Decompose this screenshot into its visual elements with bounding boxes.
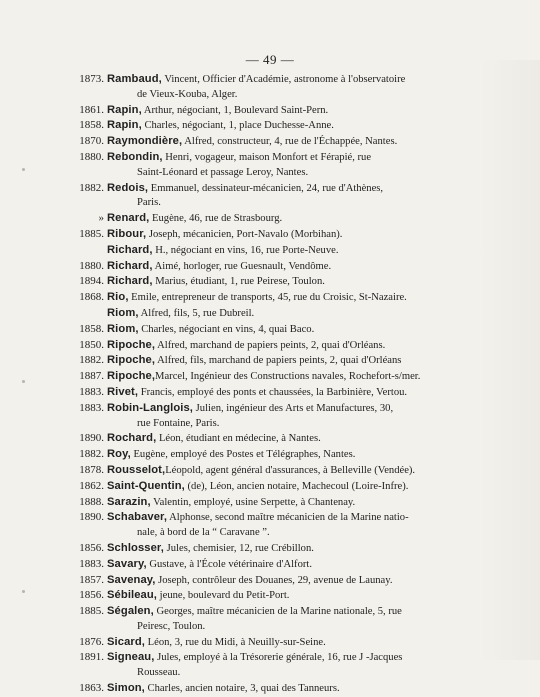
directory-entry [0, 369, 540, 385]
directory-entry [0, 290, 540, 306]
entry-year: 1862. [79, 479, 104, 492]
directory-entry [0, 227, 540, 243]
entry-surname: Rebondin, [107, 150, 163, 163]
entry-year: 1850. [79, 338, 104, 351]
entry-surname: Schabaver, [107, 511, 168, 524]
entry-details: Eugène, 46, rue de Strasbourg. [149, 213, 283, 225]
entry-surname: Ripoche, [107, 354, 156, 367]
directory-entry [0, 211, 540, 227]
directory-entry [0, 495, 540, 511]
entry-details: Charles, négociant en vins, 4, quai Baco. [138, 323, 315, 335]
entry-continuation: Peiresc, Toulon. [137, 620, 206, 632]
entry-surname: Sébileau, [107, 589, 158, 602]
entry-surname: Richard, [107, 243, 153, 256]
entry-details: Georges, maître mécanicien de la Marine nationale, 5, rue [153, 606, 402, 618]
entry-details: Jules, chemisier, 12, rue Crébillon. [163, 542, 314, 554]
entry-text [107, 510, 465, 541]
entry-year: 1880. [79, 150, 104, 163]
entry-year: 1856. [79, 589, 104, 602]
entry-year: 1868. [79, 291, 104, 304]
entry-surname: Sarazin, [107, 495, 151, 508]
entry-year: 1882. [79, 181, 104, 194]
entry-year: 1885. [79, 227, 104, 240]
entry-surname: Simon, [107, 682, 145, 695]
directory-entry [0, 181, 540, 212]
directory-entry [0, 588, 540, 604]
directory-entry [0, 401, 540, 432]
entry-continuation: Saint-Léonard et passage Leroy, Nantes. [137, 166, 309, 178]
entry-surname: Raymondière, [107, 135, 183, 148]
entry-text [107, 181, 465, 212]
entry-details: Joseph, contrôleur des Douanes, 29, avenue de Launay. [155, 574, 393, 586]
entry-details: Alfred, fils, 5, rue Dubreil. [138, 307, 255, 319]
entry-year: 1870. [79, 135, 104, 148]
directory-entry [0, 103, 540, 119]
entry-year: 1856. [79, 541, 104, 554]
entry-text [107, 447, 465, 463]
entry-continuation: de Vieux-Kouba, Alger. [137, 88, 238, 100]
entry-details: Henri, vogageur, maison Monfort et Férapié, rue [162, 151, 372, 163]
directory-entry [0, 447, 540, 463]
entry-text [107, 118, 465, 134]
entry-text [107, 401, 465, 432]
directory-entry [0, 650, 540, 681]
entry-details: (de), Léon, ancien notaire, Machecoul (Loire-Infre). [184, 480, 409, 492]
entry-text [107, 650, 465, 681]
entry-surname: Rambaud, [107, 73, 162, 85]
directory-entry [0, 510, 540, 541]
entry-details: Emile, entrepreneur de transports, 45, rue du Croisic, St-Nazaire. [128, 292, 407, 304]
entry-text [107, 635, 465, 651]
entry-details: Alfred, marchand de papiers peints, 2, quai d'Orléans. [155, 339, 386, 351]
entry-year: 1861. [79, 103, 104, 116]
entry-continuation: rue Fontaine, Paris. [137, 417, 220, 429]
entry-year: 1883. [79, 401, 104, 414]
entry-surname: Redois, [107, 181, 149, 194]
entry-surname: Ségalen, [107, 605, 154, 618]
entry-year: 1891. [79, 651, 104, 664]
entry-year: 1888. [79, 495, 104, 508]
directory-entry [0, 306, 540, 322]
directory-entry [0, 134, 540, 150]
directory-entry [0, 635, 540, 651]
entry-surname: Rivet, [107, 385, 139, 398]
entry-continuation: Rousseau. [137, 667, 181, 679]
entry-details: Gustave, à l'École vétérinaire d'Alfort. [146, 558, 312, 570]
directory-entry [0, 385, 540, 401]
entry-year: 1858. [79, 119, 104, 132]
entry-surname: Robin-Langlois, [107, 401, 194, 414]
directory-entry [0, 541, 540, 557]
entry-surname: Saint-Quentin, [107, 479, 185, 492]
entry-details: Alphonse, second maître mécanicien de la Marine natio- [167, 512, 409, 524]
directory-entry [0, 604, 540, 635]
entry-year: 1876. [79, 635, 104, 648]
entry-surname: Schlosser, [107, 541, 164, 554]
entry-details: Marcel, Ingénieur des Constructions navales, Rochefort-s/mer. [155, 371, 421, 383]
entry-surname: Rochard, [107, 432, 157, 445]
entry-details: Alfred, constructeur, 4, rue de l'Échappée, Nantes. [182, 136, 398, 148]
entry-details: Julien, ingénieur des Arts et Manufactures, 30, [193, 402, 394, 414]
entry-text [107, 385, 465, 401]
directory-entry [0, 338, 540, 354]
entry-surname: Savary, [107, 557, 147, 570]
directory-entry [0, 118, 540, 134]
entry-year: 1894. [79, 275, 104, 288]
entry-year: 1883. [79, 385, 104, 398]
entry-text [107, 604, 465, 635]
entry-text [107, 573, 465, 589]
entry-details: Eugène, employé des Postes et Télégraphes, Nantes. [130, 449, 356, 461]
entry-text [107, 72, 465, 103]
entry-year: 1890. [79, 432, 104, 445]
entry-text [107, 243, 465, 259]
entry-surname: Roy, [107, 448, 131, 461]
entry-details: Léon, étudiant en médecine, à Nantes. [156, 433, 321, 445]
entry-text [107, 259, 465, 275]
entry-year: 1878. [79, 463, 104, 476]
entry-year: 1883. [79, 557, 104, 570]
entry-details: Charles, ancien notaire, 3, quai des Tanneurs. [144, 683, 340, 695]
entry-text [107, 150, 465, 181]
entry-text [107, 338, 465, 354]
entry-surname: Rousselot, [107, 463, 166, 476]
entry-surname: Riom, [107, 322, 139, 335]
entry-text [107, 227, 465, 243]
directory-entry [0, 150, 540, 181]
entry-year: 1857. [79, 573, 104, 586]
entry-details: jeune, boulevard du Petit-Port. [157, 590, 290, 602]
entry-year: 1885. [79, 605, 104, 618]
entry-surname: Richard, [107, 275, 153, 288]
directory-entry [0, 681, 540, 697]
entry-continuation: Paris. [137, 197, 161, 209]
entry-details: Francis, employé des ponts et chaussées, la Barbinière, Vertou. [138, 386, 408, 398]
entry-surname: Savenay, [107, 573, 156, 586]
entry-details: Aimé, horloger, rue Guesnault, Vendôme. [152, 260, 332, 272]
entry-surname: Rapin, [107, 119, 142, 132]
entry-year: 1863. [79, 682, 104, 695]
entry-year: 1890. [79, 511, 104, 524]
entry-year: 1887. [79, 370, 104, 383]
entry-year: 1880. [79, 259, 104, 272]
entry-details: H., négociant en vins, 16, rue Porte-Neuve. [152, 244, 339, 256]
directory-entry [0, 573, 540, 589]
entry-surname: Signeau, [107, 651, 155, 664]
entry-text [107, 431, 465, 447]
directory-entry [0, 322, 540, 338]
entry-year: 1858. [79, 322, 104, 335]
entry-text [107, 353, 465, 369]
entry-details: Joseph, mécanicien, Port-Navalo (Morbihan). [146, 228, 343, 240]
entry-text [107, 103, 465, 119]
entry-text [107, 479, 465, 495]
entry-year: » [98, 212, 104, 225]
entry-text [107, 211, 465, 227]
entry-year: 1882. [79, 448, 104, 461]
entry-text [107, 495, 465, 511]
directory-entry [0, 274, 540, 290]
entry-text [107, 541, 465, 557]
entry-details: Emmanuel, dessinateur-mécanicien, 24, rue d'Athènes, [148, 182, 384, 194]
entry-surname: Ribour, [107, 227, 147, 240]
entry-surname: Renard, [107, 212, 150, 225]
entry-details: Marius, étudiant, 1, rue Peirese, Toulon. [152, 276, 325, 288]
directory-entry [0, 259, 540, 275]
entry-text [107, 290, 465, 306]
entry-surname: Sicard, [107, 635, 146, 648]
directory-entry [0, 243, 540, 259]
directory-entry [0, 72, 540, 103]
entry-surname: Rio, [107, 291, 129, 304]
entry-text [107, 557, 465, 573]
entry-text [107, 322, 465, 338]
entry-text [107, 369, 465, 385]
entry-surname: Richard, [107, 259, 153, 272]
entry-details: Charles, négociant, 1, place Duchesse-Anne. [141, 120, 334, 132]
entry-surname: Ripoche, [107, 370, 156, 383]
entry-details: Valentin, employé, usine Serpette, à Chantenay. [150, 496, 356, 508]
entry-text [107, 463, 465, 479]
directory-entry [0, 463, 540, 479]
entry-text [107, 681, 465, 697]
directory-entry [0, 479, 540, 495]
directory-list [0, 72, 540, 697]
entry-surname: Ripoche, [107, 338, 156, 351]
entry-year: 1882. [79, 354, 104, 367]
entry-text [107, 588, 465, 604]
directory-entry [0, 431, 540, 447]
entry-year: 1873. [79, 73, 104, 85]
entry-continuation: nale, à bord de la “ Caravane ”. [137, 527, 270, 539]
entry-surname: Riom, [107, 306, 139, 319]
directory-entry [0, 557, 540, 573]
entry-surname: Rapin, [107, 103, 142, 116]
entry-details: Jules, employé à la Trésorerie générale, 16, rue J -Jacques [154, 652, 403, 664]
entry-details: Vincent, Officier d'Académie, astronome à l'observatoire [161, 74, 406, 85]
entry-details: Alfred, fils, marchand de papiers peints, 2, quai d'Orléans [155, 355, 402, 367]
entry-details: Arthur, négociant, 1, Boulevard Saint-Pern. [141, 104, 329, 116]
entry-details: Léopold, agent général d'assurances, à Belleville (Vendée). [165, 464, 416, 476]
entry-text [107, 274, 465, 290]
page-number: — 49 — [245, 52, 295, 67]
entry-text [107, 134, 465, 150]
directory-entry [0, 353, 540, 369]
entry-details: Léon, 3, rue du Midi, à Neuilly-sur-Seine. [145, 636, 326, 648]
entry-text [107, 306, 465, 322]
